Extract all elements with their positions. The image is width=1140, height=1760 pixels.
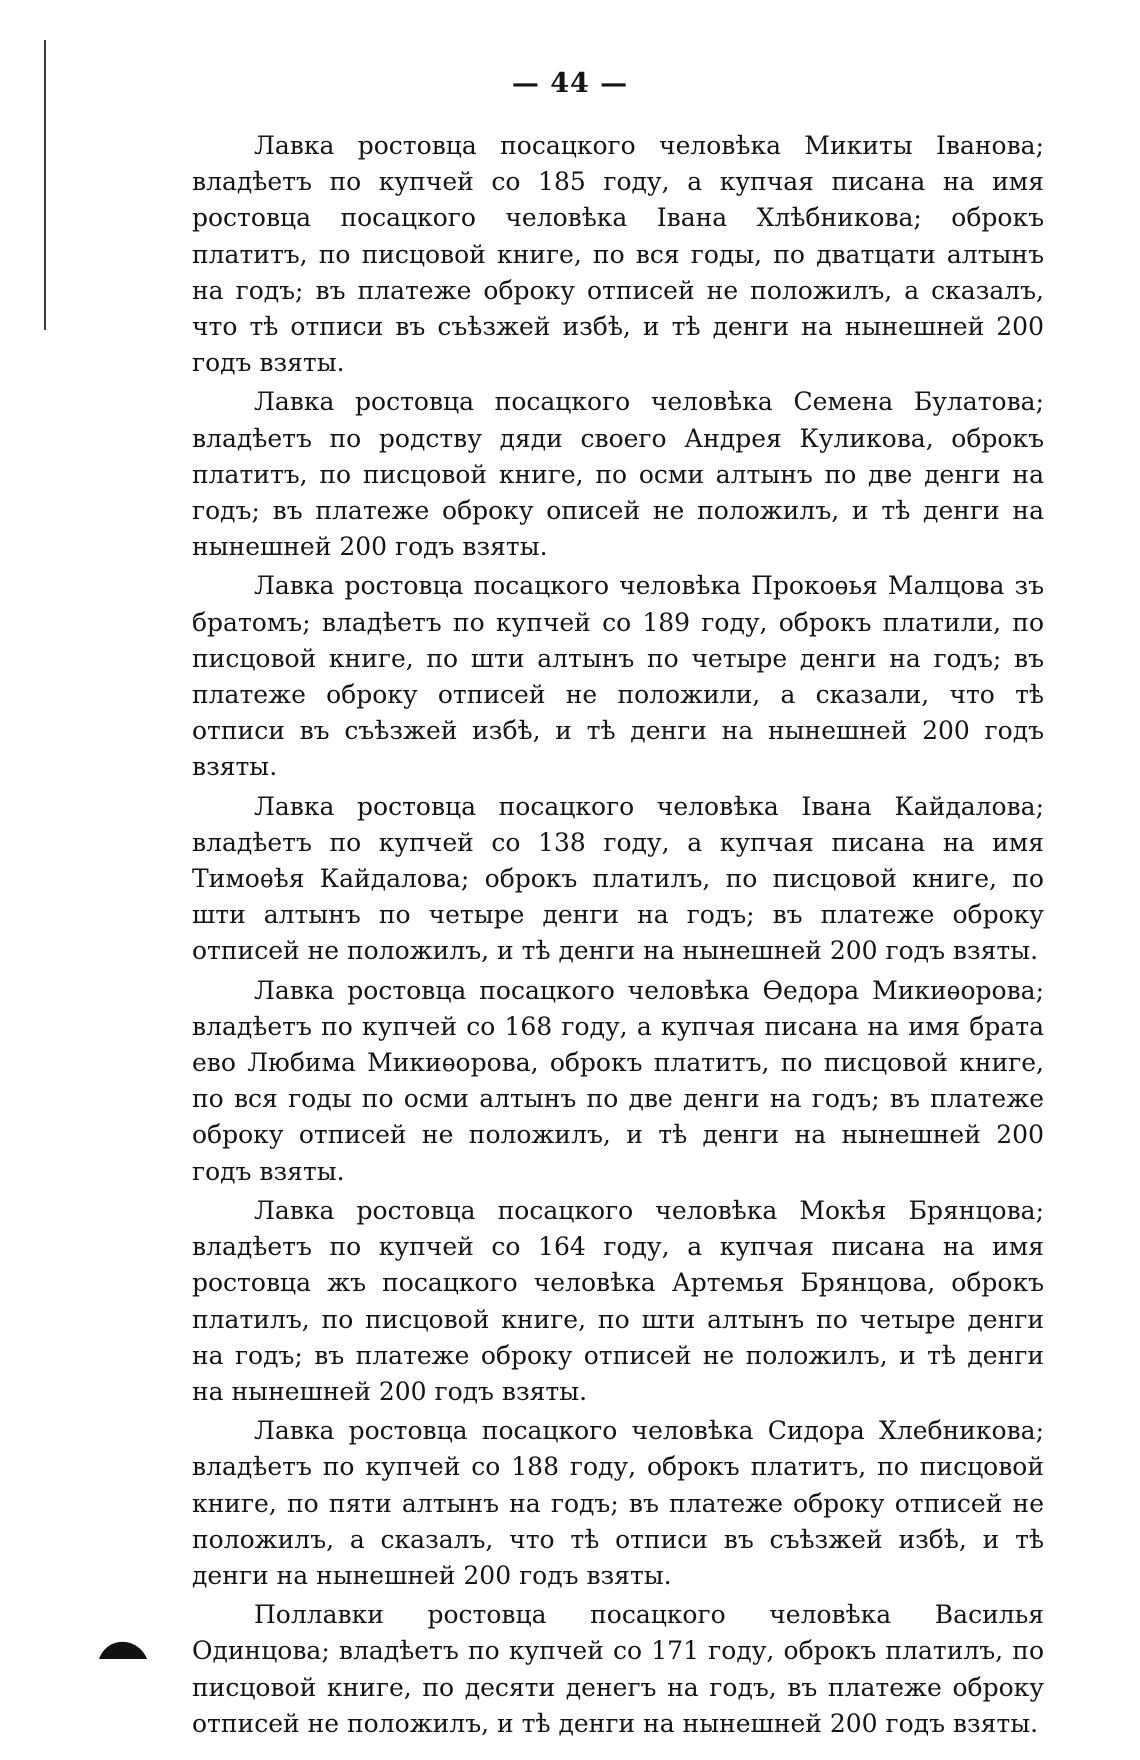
paragraph-6: Лавка ростовца посацкого человѣка Мокѣя Брянцова; владѣетъ по купчей со 164 году, а купчая писана на имя ростовца жъ посацкого человѣка Артемья Брянцова, оброкъ платилъ, по писцовой книге, по шти алтынъ по четыре денги на годъ; въ платеже оброку отписей не положилъ, и тѣ денги на нынешней 200 годъ взяты.: [192, 1195, 1044, 1406]
ink-smudge-mark: [98, 1638, 148, 1660]
paragraph-1: Лавка ростовца посацкого человѣка Микиты Іванова; владѣетъ по купчей со 185 году, а купчая писана на имя ростовца посацкого человѣка Івана Хлѣбникова; оброкъ платитъ, по писцовой книге, по вся годы, по дватцати алтынъ на годъ; въ платеже оброку отписей не положилъ, а сказалъ, что тѣ отписи въ съѣзжей избѣ, и тѣ денги на нынешней 200 годъ взяты.: [192, 131, 1044, 378]
paragraph-2: Лавка ростовца посацкого человѣка Семена Булатова; владѣетъ по родству дяди своего Андрея Куликова, оброкъ платитъ, по писцовой книге, по осми алтынъ по две денги на годъ; въ платеже оброку описей не положилъ, и тѣ денги на нынешней 200 годъ взяты.: [192, 387, 1044, 562]
paragraph-8: Поллавки ростовца посацкого человѣка Василья Одинцова; владѣетъ по купчей со 171 году, оброкъ платилъ, по писцовой книге, по десяти денегъ на годъ, въ платеже оброку отписей не положилъ, и тѣ денги на нынешней 200 годъ взяты.: [192, 1600, 1044, 1738]
paragraph-3: Лавка ростовца посацкого человѣка Прокоѳья Малцова зъ братомъ; владѣетъ по купчей со 189 году, оброкъ платили, по писцовой книге, по шти алтынъ по четыре денги на годъ; въ платеже оброку отписей не положили, а сказали, что тѣ отписи въ съѣзжей избѣ, и тѣ денги на нынешней 200 годъ взяты.: [192, 571, 1044, 782]
paragraph-7: Лавка ростовца посацкого человѣка Сидора Хлебникова; владѣетъ по купчей со 188 году, оброкъ платитъ, по писцовой книге, по пяти алтынъ на годъ; въ платеже оброку отписей не положилъ, а сказалъ, что тѣ отписи въ съѣзжей избѣ, и тѣ денги на нынешней 200 годъ взяты.: [192, 1416, 1044, 1590]
document-body: [192, 128, 1044, 1745]
page-number: — 44 —: [511, 68, 629, 99]
paragraph-4: Лавка ростовца посацкого человѣка Івана Кайдалова; владѣетъ по купчей со 138 году, а купчая писана на имя Тимоѳѣя Кайдалова; оброкъ платилъ, по писцовой книге, по шти алтынъ по четыре денги на годъ; въ платеже оброку отписей не положилъ, и тѣ денги на нынешней 200 годъ взяты.: [192, 791, 1044, 966]
paragraph-5: Лавка ростовца посацкого человѣка Ѳедора Микиѳорова; владѣетъ по купчей со 168 году, а купчая писана на имя брата ево Любима Микиѳорова, оброкъ платитъ, по писцовой книге, по вся годы по осми алтынъ по две денги на годъ; въ платеже оброку отписей не положилъ, и тѣ денги на нынешней 200 годъ взяты.: [192, 975, 1044, 1186]
